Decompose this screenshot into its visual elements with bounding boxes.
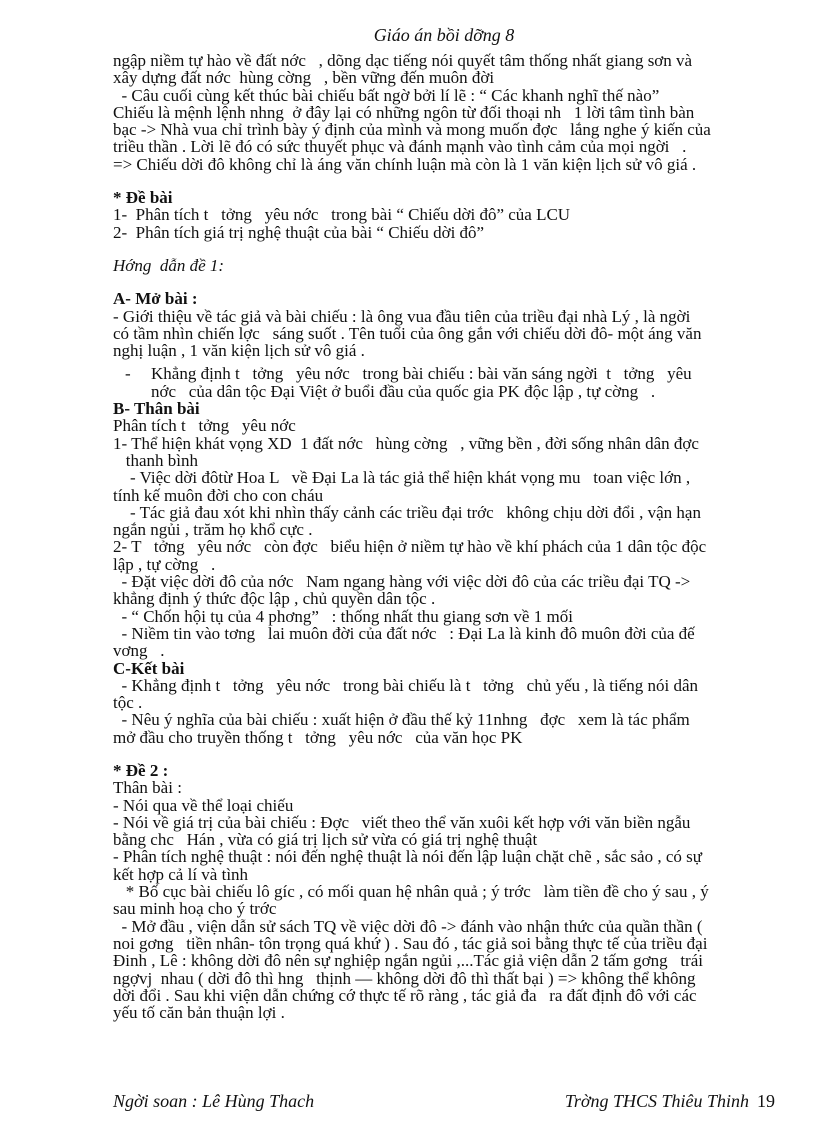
- mo-bai-section: [113, 290, 775, 400]
- text-line: vơng .: [113, 641, 165, 661]
- text-line: Đinh , Lê : không dời đô nên sự nghiệp ngắn ngủi ,...Tác giả viện dẫn 2 tấm gơng trái: [113, 951, 703, 971]
- text-line: - Nêu ý nghĩa của bài chiếu : xuất hiện ở đầu thế kỷ 11nhng đợc xem là tác phẩm: [113, 710, 690, 730]
- text-line: - Tác giả đau xót khi nhìn thấy cảnh các triều đại trớc không chịu dời đổi , vận hạn: [113, 502, 701, 522]
- section-heading: C-Kết bài: [113, 658, 185, 678]
- text-line: - Đặt việc dời đô của nớc Nam ngang hàng với việc dời đô của các triều đại TQ ->: [113, 572, 691, 592]
- page-header: Giáo án bồi dỡng 8: [373, 25, 515, 45]
- page-number: 19: [757, 1091, 775, 1111]
- text-line: - Câu cuối cùng kết thúc bài chiếu bất ngờ bởi lí lẽ : “ Các khanh nghĩ thế nào”: [113, 85, 660, 105]
- footer-right: [565, 1090, 775, 1112]
- text-line: dời đổi . Sau khi viện dẫn chứng cớ thực tế rõ ràng , tác giả đa ra đất định đô với các: [113, 985, 697, 1005]
- text-line: thanh bình: [113, 450, 198, 470]
- text-line: - “ Chốn hội tụ của 4 phơng” : thống nhất thu giang sơn về 1 mối: [113, 606, 573, 626]
- ket-bai-section: [113, 660, 775, 746]
- section-heading: * Đề 2 :: [113, 760, 169, 780]
- text-line: sau minh hoạ cho ý trớc: [113, 899, 277, 919]
- author-label: Ngời soan : Lê Hùng Thach: [113, 1091, 315, 1111]
- text-line: Phân tích t tởng yêu nớc: [113, 416, 296, 436]
- text-line: 1- Thể hiện khát vọng XD 1 đất nớc hùng cờng , vững bền , đời sống nhân dân đợc: [113, 433, 699, 453]
- text-line: noi gơng tiền nhân- tôn trọng quá khứ ) . Sau đó , tác giả soi bằng thực tế của triều đại: [113, 933, 708, 953]
- text-line: lập , tự cờng .: [113, 554, 216, 574]
- text-line: nghị luận , 1 văn kiện lịch sử vô giá .: [113, 341, 365, 361]
- text-line: Thân bài :: [113, 778, 182, 798]
- text-line: khẳng định ý thức độc lập , chủ quyền dân tộc .: [113, 589, 436, 609]
- section-heading: A- Mở bài :: [113, 289, 198, 309]
- text-line: bằng chc Hán , vừa có giá trị lịch sử vừa có giá trị nghệ thuật: [113, 830, 538, 850]
- text-line: tộc .: [113, 693, 143, 713]
- than-bai-section: [113, 400, 775, 659]
- text-line: * Bố cục bài chiếu lô gíc , có mối quan hệ nhân quả ; ý trớc làm tiền đề cho ý sau , ý: [113, 882, 709, 902]
- de-bai-section: [113, 189, 775, 241]
- text-line: mở đầu cho truyền thống t tởng yêu nớc của văn học PK: [113, 727, 523, 747]
- text-line: kết hợp cả lí và tình: [113, 864, 249, 884]
- de2-section: [113, 762, 775, 1021]
- text-line: - Niềm tin vào tơng lai muôn đời của đất nớc : Đại La là kinh đô muôn đời của đế: [113, 623, 695, 643]
- text-line: 2- T tởng yêu nớc còn đợc biểu hiện ở niềm tự hào về khí phách của 1 dân tộc độc: [113, 537, 707, 557]
- school-label: Trờng THCS Thiêu Thinh: [564, 1091, 749, 1111]
- text-line: - Nói về giá trị của bài chiếu : Đợc viết theo thể văn xuôi kết hợp với văn biền ngẫu: [113, 812, 691, 832]
- section-heading: B- Thân bài: [113, 399, 200, 419]
- text-line: - Giới thiệu về tác giả và bài chiếu : là ông vua đầu tiên của triều đại nhà Lý , là ngời: [113, 306, 691, 326]
- section-heading: * Đề bài: [113, 188, 173, 208]
- bullet-dash: -: [125, 364, 131, 384]
- list-item: 1- Phân tích t tởng yêu nớc trong bài “ Chiếu dời đô” của LCU: [113, 205, 571, 225]
- document-page: [113, 22, 775, 1112]
- text-line: nớc của dân tộc Đại Việt ở buổi đầu của quốc gia PK độc lập , tự cờng .: [151, 381, 656, 401]
- text-line: tính kế muôn đời cho con cháu: [113, 485, 324, 505]
- page-footer: [113, 1090, 775, 1112]
- bullet-item: [113, 365, 775, 400]
- text-line: ngập niềm tự hào về đất nớc , dõng dạc tiếng nói quyết tâm thống nhất giang sơn và: [113, 51, 693, 70]
- guide-heading: Hớng dẫn đề 1:: [113, 255, 225, 275]
- text-line: - Nói qua về thể loại chiếu: [113, 795, 294, 815]
- text-line: triều thần . Lời lẽ đó có sức thuyết phục và đánh mạnh vào tình cảm của mọi ngời .: [113, 137, 687, 157]
- text-line: yếu tố căn bản thuận lợi .: [113, 1003, 285, 1023]
- text-line: ngợvj nhau ( dời đô thì hng thịnh — không dời đô thì thất bại ) => không thể không: [113, 968, 696, 988]
- text-line: => Chiếu dời đô không chỉ là áng văn chính luận mà còn là 1 văn kiện lịch sử vô giá .: [113, 154, 697, 174]
- text-line: có tầm nhìn chiến lợc sáng suốt . Tên tuổi của ông gắn với chiếu dời đô- một áng văn: [113, 323, 702, 343]
- text-line: - Khẳng định t tởng yêu nớc trong bài chiếu là t tởng chủ yếu , là tiếng nói dân: [113, 675, 699, 695]
- text-line: xây dựng đất nớc hùng cờng , bền vững đến muôn đời: [113, 68, 495, 88]
- text-line: bạc -> Nhà vua chỉ trình bày ý định của mình và mong muốn đợc lắng nghe ý kiến của: [113, 120, 711, 140]
- text-line: - Phân tích nghệ thuật : nói đến nghệ thuật là nói đến lập luận chặt chẽ , sắc sảo , có sự: [113, 847, 702, 867]
- text-line: ngắn ngủi , trăm họ khổ cực .: [113, 520, 313, 540]
- list-item: 2- Phân tích giá trị nghệ thuật của bài “ Chiếu dời đô”: [113, 222, 485, 242]
- text-line: Chiếu là mệnh lệnh nhng ở đây lại có những ngôn từ đối thoại nh 1 lời tâm tình bàn: [113, 102, 695, 122]
- text-line: Khẳng định t tởng yêu nớc trong bài chiếu : bài văn sáng ngời t tởng yêu: [151, 364, 692, 384]
- text-line: - Việc dời đôtừ Hoa L về Đại La là tác giả thể hiện khát vọng mu toan việc lớn ,: [113, 468, 691, 488]
- intro-section: [113, 52, 775, 173]
- text-line: - Mở đầu , viện dẫn sử sách TQ về việc dời đô -> đánh vào nhận thức của quần thần (: [113, 916, 703, 936]
